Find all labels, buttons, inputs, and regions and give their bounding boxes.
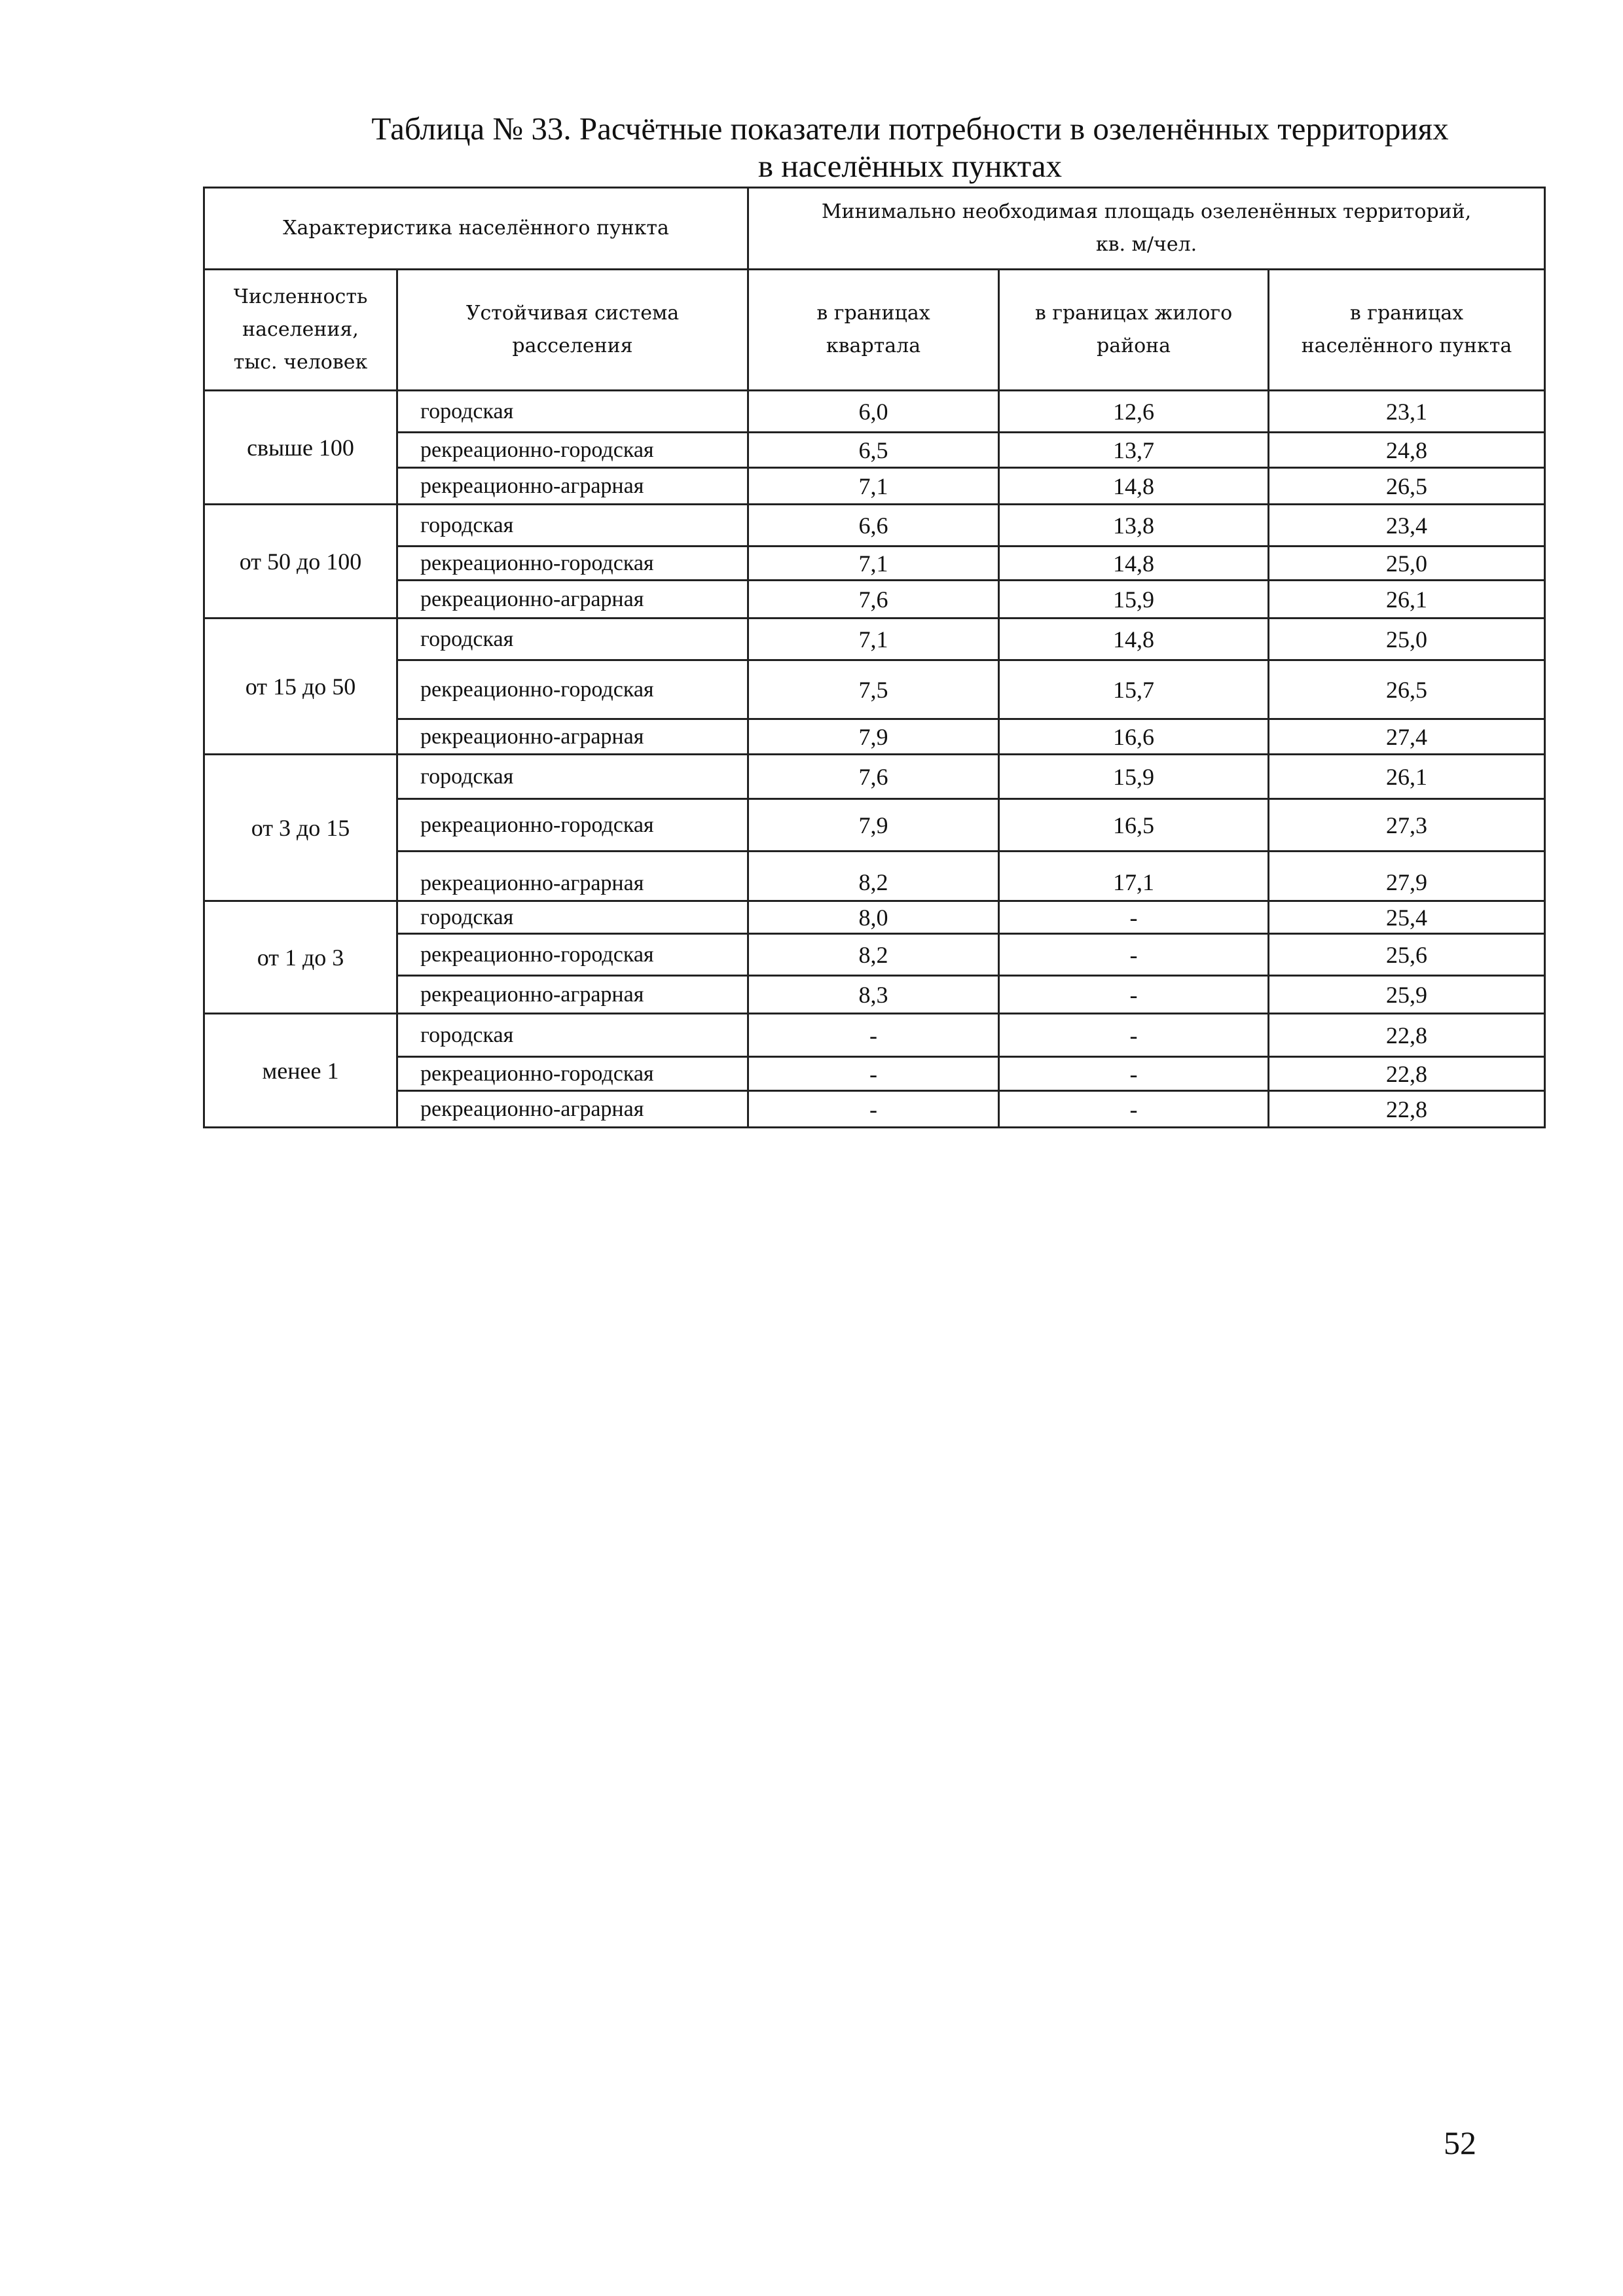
settlement-system-cell: рекреационно-аграрная bbox=[397, 719, 748, 755]
header-min-area bbox=[748, 188, 1545, 270]
header-population-line-2: населения, bbox=[242, 318, 359, 341]
table-row bbox=[204, 719, 1545, 755]
settlement-value-cell: 22,8 bbox=[1269, 1014, 1545, 1057]
table-header-row-2 bbox=[204, 270, 1545, 391]
settlement-system-cell: городская bbox=[397, 901, 748, 934]
settlement-value-cell: 23,4 bbox=[1269, 505, 1545, 547]
population-group-label: свыше 100 bbox=[204, 391, 397, 505]
district-value-cell: - bbox=[999, 1091, 1269, 1128]
settlement-value-cell: 22,8 bbox=[1269, 1057, 1545, 1091]
settlement-system-cell: рекреационно-городская bbox=[397, 1057, 748, 1091]
settlement-system-cell: рекреационно-городская bbox=[397, 660, 748, 719]
table-row bbox=[204, 468, 1545, 505]
header-within-district bbox=[999, 270, 1269, 391]
header-within-settlement bbox=[1269, 270, 1545, 391]
header-population-line-3: тыс. человек bbox=[233, 351, 368, 374]
quarter-value-cell: 8,2 bbox=[748, 934, 999, 976]
table-row bbox=[204, 976, 1545, 1014]
quarter-value-cell: - bbox=[748, 1091, 999, 1128]
district-value-cell: 17,1 bbox=[999, 852, 1269, 901]
population-group-label: от 3 до 15 bbox=[204, 755, 397, 901]
district-value-cell: 14,8 bbox=[999, 619, 1269, 660]
settlement-value-cell: 22,8 bbox=[1269, 1091, 1545, 1128]
quarter-value-cell: 7,9 bbox=[748, 799, 999, 852]
settlement-system-cell: рекреационно-аграрная bbox=[397, 468, 748, 505]
table-row bbox=[204, 391, 1545, 433]
quarter-value-cell: 6,0 bbox=[748, 391, 999, 433]
table-row bbox=[204, 1057, 1545, 1091]
table-row bbox=[204, 934, 1545, 976]
settlement-system-cell: рекреационно-городская bbox=[397, 433, 748, 468]
table-row bbox=[204, 901, 1545, 934]
settlement-system-cell: рекреационно-аграрная bbox=[397, 976, 748, 1014]
header-within-district-line-1: в границах жилого bbox=[1034, 302, 1233, 325]
settlement-value-cell: 26,1 bbox=[1269, 755, 1545, 799]
quarter-value-cell: 7,6 bbox=[748, 755, 999, 799]
table-title-line-2: в населённых пунктах bbox=[757, 148, 1063, 184]
district-value-cell: 13,7 bbox=[999, 433, 1269, 468]
settlement-system-cell: городская bbox=[397, 1014, 748, 1057]
district-value-cell: 12,6 bbox=[999, 391, 1269, 433]
settlement-value-cell: 27,9 bbox=[1269, 852, 1545, 901]
settlement-system-cell: рекреационно-аграрная bbox=[397, 581, 748, 619]
district-value-cell: 16,6 bbox=[999, 719, 1269, 755]
settlement-value-cell: 25,0 bbox=[1269, 547, 1545, 581]
quarter-value-cell: 8,2 bbox=[748, 852, 999, 901]
table-row bbox=[204, 505, 1545, 547]
district-value-cell: 14,8 bbox=[999, 547, 1269, 581]
population-group-label: от 50 до 100 bbox=[204, 505, 397, 619]
district-value-cell: 16,5 bbox=[999, 799, 1269, 852]
settlement-system-cell: рекреационно-аграрная bbox=[397, 1091, 748, 1128]
district-value-cell: - bbox=[999, 976, 1269, 1014]
settlement-system-cell: рекреационно-аграрная bbox=[397, 852, 748, 901]
settlement-system-cell: городская bbox=[397, 755, 748, 799]
quarter-value-cell: 7,5 bbox=[748, 660, 999, 719]
header-settlement-system bbox=[397, 270, 748, 391]
quarter-value-cell: 8,0 bbox=[748, 901, 999, 934]
quarter-value-cell: 6,6 bbox=[748, 505, 999, 547]
settlement-value-cell: 25,4 bbox=[1269, 901, 1545, 934]
population-group-label: от 1 до 3 bbox=[204, 901, 397, 1014]
quarter-value-cell: - bbox=[748, 1014, 999, 1057]
quarter-value-cell: 7,1 bbox=[748, 468, 999, 505]
settlement-value-cell: 27,4 bbox=[1269, 719, 1545, 755]
settlement-system-cell: городская bbox=[397, 619, 748, 660]
table-row bbox=[204, 433, 1545, 468]
table-row bbox=[204, 547, 1545, 581]
table-header-row-1 bbox=[204, 188, 1545, 270]
settlement-system-cell: рекреационно-городская bbox=[397, 934, 748, 976]
settlement-system-cell: рекреационно-городская bbox=[397, 547, 748, 581]
district-value-cell: 14,8 bbox=[999, 468, 1269, 505]
table-row bbox=[204, 755, 1545, 799]
settlement-value-cell: 25,9 bbox=[1269, 976, 1545, 1014]
district-value-cell: 15,9 bbox=[999, 581, 1269, 619]
district-value-cell: 15,7 bbox=[999, 660, 1269, 719]
table-title bbox=[203, 110, 1617, 185]
settlement-value-cell: 25,0 bbox=[1269, 619, 1545, 660]
settlement-value-cell: 24,8 bbox=[1269, 433, 1545, 468]
district-value-cell: 13,8 bbox=[999, 505, 1269, 547]
header-settlement-system-line-2: расселения bbox=[512, 334, 633, 357]
table-row bbox=[204, 1091, 1545, 1128]
table-row bbox=[204, 1014, 1545, 1057]
header-within-quarter-line-1: в границах bbox=[816, 302, 930, 325]
header-settlement-characteristic: Характеристика населённого пункта bbox=[204, 188, 748, 270]
settlement-value-cell: 25,6 bbox=[1269, 934, 1545, 976]
header-within-settlement-line-1: в границах bbox=[1349, 302, 1464, 325]
header-min-area-line-2: кв. м/чел. bbox=[1095, 233, 1197, 256]
table-row bbox=[204, 619, 1545, 660]
quarter-value-cell: 6,5 bbox=[748, 433, 999, 468]
table-row bbox=[204, 660, 1545, 719]
district-value-cell: - bbox=[999, 901, 1269, 934]
settlement-value-cell: 26,1 bbox=[1269, 581, 1545, 619]
table-row bbox=[204, 799, 1545, 852]
green-areas-table bbox=[203, 187, 1546, 1128]
district-value-cell: - bbox=[999, 1014, 1269, 1057]
district-value-cell: - bbox=[999, 934, 1269, 976]
settlement-value-cell: 26,5 bbox=[1269, 468, 1545, 505]
settlement-value-cell: 27,3 bbox=[1269, 799, 1545, 852]
header-population-line-1: Численность bbox=[233, 285, 368, 308]
header-min-area-line-1: Минимально необходимая площадь озеленённых территорий, bbox=[821, 200, 1472, 223]
table-row bbox=[204, 852, 1545, 901]
table-title-line-1: Таблица № 33. Расчётные показатели потребности в озеленённых территориях bbox=[371, 111, 1449, 147]
quarter-value-cell: 7,1 bbox=[748, 619, 999, 660]
quarter-value-cell: 7,1 bbox=[748, 547, 999, 581]
table-row bbox=[204, 581, 1545, 619]
quarter-value-cell: 8,3 bbox=[748, 976, 999, 1014]
settlement-system-cell: рекреационно-городская bbox=[397, 799, 748, 852]
header-within-settlement-line-2: населённого пункта bbox=[1301, 334, 1512, 357]
population-group-label: менее 1 bbox=[204, 1014, 397, 1128]
quarter-value-cell: 7,9 bbox=[748, 719, 999, 755]
quarter-value-cell: 7,6 bbox=[748, 581, 999, 619]
district-value-cell: - bbox=[999, 1057, 1269, 1091]
settlement-system-cell: городская bbox=[397, 391, 748, 433]
population-group-label: от 15 до 50 bbox=[204, 619, 397, 755]
header-within-quarter bbox=[748, 270, 999, 391]
header-population bbox=[204, 270, 397, 391]
header-within-district-line-2: района bbox=[1096, 334, 1171, 357]
settlement-value-cell: 23,1 bbox=[1269, 391, 1545, 433]
quarter-value-cell: - bbox=[748, 1057, 999, 1091]
page-number: 52 bbox=[1444, 2125, 1476, 2161]
header-within-quarter-line-2: квартала bbox=[826, 334, 921, 357]
settlement-value-cell: 26,5 bbox=[1269, 660, 1545, 719]
header-settlement-system-line-1: Устойчивая система bbox=[465, 302, 680, 325]
district-value-cell: 15,9 bbox=[999, 755, 1269, 799]
settlement-system-cell: городская bbox=[397, 505, 748, 547]
